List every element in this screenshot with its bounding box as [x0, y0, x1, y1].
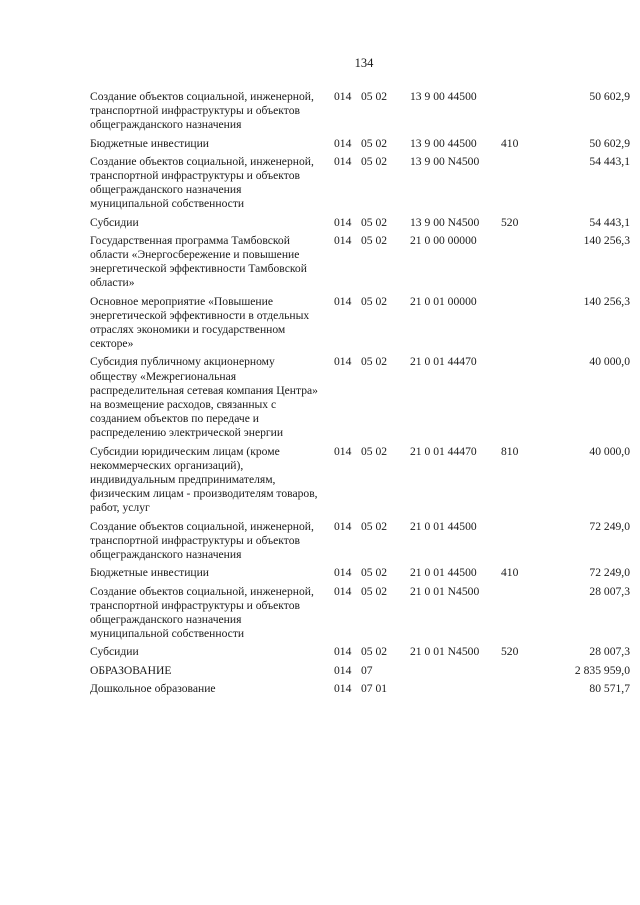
table-row	[90, 295, 630, 352]
ministry-code: 014	[334, 294, 352, 308]
amount-value: 40 000,0	[589, 444, 630, 458]
amount-value: 72 249,0	[589, 519, 630, 533]
target-code: 21 0 00 00000	[410, 233, 477, 247]
table-row	[90, 355, 630, 440]
amount-value: 140 256,3	[583, 294, 630, 308]
ministry-code: 014	[334, 136, 352, 150]
table-row	[90, 137, 630, 151]
ministry-code: 014	[334, 519, 352, 533]
table-row	[90, 234, 630, 291]
amount-value: 40 000,0	[589, 355, 630, 369]
row-name: Бюджетные инвестиции	[90, 136, 210, 150]
target-code: 21 0 01 44470	[410, 444, 477, 458]
ministry-code: 014	[334, 355, 352, 369]
expense-type-code: 810	[501, 444, 519, 458]
budget-expenditure-table	[90, 90, 630, 696]
expense-type-code: 410	[501, 566, 519, 580]
amount-value: 140 256,3	[583, 233, 630, 247]
table-row	[90, 155, 630, 212]
section-code: 07 01	[361, 681, 388, 695]
section-code: 05 02	[361, 233, 388, 247]
amount-value: 50 602,9	[589, 90, 630, 103]
table-row	[90, 585, 630, 642]
amount-value: 2 835 959,0	[574, 663, 630, 677]
section-code: 05 02	[361, 584, 388, 598]
amount-value: 50 602,9	[589, 136, 630, 150]
row-name: Основное мероприятие «Повышение энергетической эффективности в отдельных отраслях экономики и государственном секторе»	[90, 294, 310, 351]
row-name: Дошкольное образование	[90, 681, 216, 695]
section-code: 05 02	[361, 645, 388, 659]
ministry-code: 014	[334, 233, 352, 247]
row-name: Субсидия публичному акционерному обществу «Межрегиональная распределительная сетевая компания Центра» на возмещение расходов, связанных с созданием объектов по передаче и распределению электрической энергии	[90, 355, 318, 440]
table-row	[90, 216, 630, 230]
target-code: 13 9 00 44500	[410, 136, 477, 150]
row-name: ОБРАЗОВАНИЕ	[90, 663, 172, 677]
target-code: 21 0 01 44500	[410, 519, 477, 533]
row-name: Субсидии	[90, 215, 139, 229]
section-code: 05 02	[361, 355, 388, 369]
section-code: 05 02	[361, 154, 388, 168]
table-row	[90, 682, 630, 696]
ministry-code: 014	[334, 154, 352, 168]
section-code: 05 02	[361, 136, 388, 150]
target-code: 13 9 00 44500	[410, 90, 477, 103]
ministry-code: 014	[334, 215, 352, 229]
table-row	[90, 664, 630, 678]
expense-type-code: 410	[501, 136, 519, 150]
expense-type-code: 520	[501, 215, 519, 229]
target-code: 13 9 00 N4500	[410, 154, 480, 168]
section-code: 05 02	[361, 294, 388, 308]
row-name: Субсидии	[90, 645, 139, 659]
row-name: Субсидии юридическим лицам (кроме некоммерческих организаций), индивидуальным предпринимателям, физическим лицам - производителям товаров, работ, услуг	[90, 444, 318, 515]
amount-value: 80 571,7	[589, 681, 630, 695]
amount-value: 28 007,3	[589, 645, 630, 659]
row-name: Создание объектов социальной, инженерной, транспортной инфраструктуры и объектов общегражданского назначения	[90, 519, 314, 562]
row-name: Создание объектов социальной, инженерной, транспортной инфраструктуры и объектов общегражданского назначения муниципальной собственности	[90, 154, 314, 211]
page-number: 134	[354, 56, 374, 70]
table-row	[90, 445, 630, 516]
section-code: 05 02	[361, 444, 388, 458]
row-name: Государственная программа Тамбовской области «Энергосбережение и повышение энергетической эффективности Тамбовской области»	[90, 233, 307, 290]
target-code: 13 9 00 N4500	[410, 215, 480, 229]
section-code: 05 02	[361, 90, 388, 103]
target-code: 21 0 01 00000	[410, 294, 477, 308]
row-name: Создание объектов социальной, инженерной, транспортной инфраструктуры и объектов общегражданского назначения муниципальной собственности	[90, 584, 314, 641]
ministry-code: 014	[334, 90, 352, 103]
ministry-code: 014	[334, 566, 352, 580]
target-code: 21 0 01 44500	[410, 566, 477, 580]
table-row	[90, 90, 630, 133]
table-row	[90, 645, 630, 659]
amount-value: 72 249,0	[589, 566, 630, 580]
amount-value: 28 007,3	[589, 584, 630, 598]
ministry-code: 014	[334, 645, 352, 659]
ministry-code: 014	[334, 444, 352, 458]
table-row	[90, 566, 630, 580]
section-code: 05 02	[361, 519, 388, 533]
ministry-code: 014	[334, 663, 352, 677]
section-code: 05 02	[361, 215, 388, 229]
ministry-code: 014	[334, 681, 352, 695]
expense-type-code: 520	[501, 645, 519, 659]
target-code: 21 0 01 N4500	[410, 645, 480, 659]
target-code: 21 0 01 44470	[410, 355, 477, 369]
section-code: 05 02	[361, 566, 388, 580]
row-name: Бюджетные инвестиции	[90, 566, 210, 580]
table-row	[90, 520, 630, 563]
row-name: Создание объектов социальной, инженерной, транспортной инфраструктуры и объектов общегражданского назначения	[90, 90, 314, 132]
target-code: 21 0 01 N4500	[410, 584, 480, 598]
section-code: 07	[361, 663, 373, 677]
amount-value: 54 443,1	[589, 154, 630, 168]
ministry-code: 014	[334, 584, 352, 598]
amount-value: 54 443,1	[589, 215, 630, 229]
